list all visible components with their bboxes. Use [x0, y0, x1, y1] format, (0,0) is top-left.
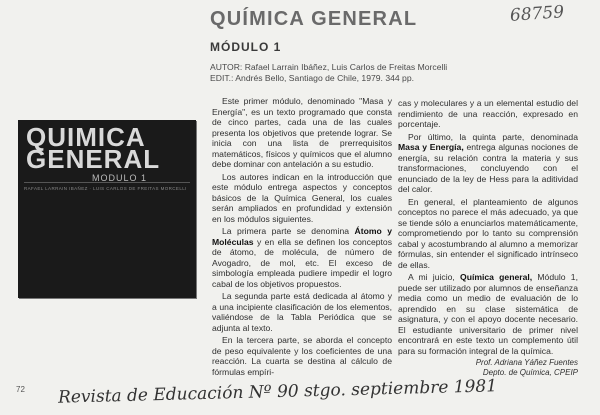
cover-module: MODULO 1	[92, 173, 148, 183]
edition-line: EDIT.: Andrés Bello, Santiago de Chile, 1979. 344 pp.	[210, 73, 414, 83]
paragraph	[212, 226, 392, 289]
handwritten-source-note: Revista de Educación Nº 90 stgo. septiembre 1981	[57, 376, 498, 408]
review-column-2	[398, 98, 578, 380]
text: La primera parte se denomina	[222, 226, 355, 236]
paragraph	[398, 272, 578, 356]
cover-authors: RAFAEL LARRAIN IBAÑEZ · LUIS CARLOS DE FREITAS MORCELLI	[24, 186, 187, 191]
paragraph: En general, el planteamiento de algunos conceptos no parece el más adecuado, ya que se tiende sólo a enunciarlos matemáticamente, comprometiendo por lo tanto su comprensión cabal y acostumbrando al alumno a memorizar fórmulas, sin entender el significado intrínseco de ellas.	[398, 196, 578, 270]
signature	[398, 358, 578, 378]
paragraph: Este primer módulo, denominado "Masa y Energía", es un texto programado que consta de cinco partes, cada una de las cuales presenta los objetivos que pretende lograr. Se inicia con una lista de prerrequisitos matemáticos, físicos y químicos que el alumno debe dominar con antelación a su estudio.	[212, 96, 392, 169]
author-line: AUTOR: Rafael Larrain Ibáñez, Luis Carlos de Freitas Morcelli	[210, 62, 448, 72]
text: Módulo 1, puede ser utilizado por alumnos de enseñanza media como un medio de evaluación de lo aprendido en su clase sistemática de asignatura, y con el apoyo docente necesario. El estudiante universitario de primer nivel encontrará en este texto un complemento útil para su formación integral de la química.	[398, 272, 578, 356]
handwritten-catalog-number: 68759	[509, 2, 565, 26]
paragraph: Los autores indican en la introducción que este módulo entrega aspectos y conceptos básicos de la Química General, los cuales serán ampliados en profundidad y extensión en los módulos siguientes.	[212, 171, 392, 224]
bibliographic-info	[210, 62, 447, 84]
page-number: 72	[16, 385, 25, 394]
paragraph: La segunda parte está dedicada al átomo y a una incipiente clasificación de los elementos, valiéndose de la Tabla Periódica que se adjunta al texto.	[212, 291, 392, 333]
signature-role: Depto. de Química, CPEIP	[482, 368, 578, 377]
text: entrega algunas nociones de energía, su relación contra la materia y sus transformaciones, concluyendo con el enunciado de la ley de Hess para la aditividad del calor.	[398, 142, 578, 194]
signature-name: Prof. Adriana Yáñez Fuentes	[475, 358, 578, 367]
review-column-1	[212, 96, 392, 379]
bold-term: Átomo y Moléculas	[212, 226, 393, 247]
bold-term: Masa y Energía,	[398, 142, 464, 152]
cover-title	[26, 122, 161, 174]
review-title: QUÍMICA GENERAL	[210, 8, 418, 30]
cover-title-line2: GENERAL	[26, 144, 161, 174]
book-cover-image	[18, 120, 196, 298]
text: Por último, la quinta parte, denominada	[408, 131, 578, 142]
paragraph: cas y moleculares y a un elemental estudio del rendimiento de una reacción, expresado en porcentaje.	[398, 98, 578, 129]
paragraph: En la tercera parte, se aborda el concepto de peso equivalente y los coeficientes de una reacción. La cuarta se destina al cálculo de fórmulas empíri-	[212, 335, 392, 377]
text: y en ella se definen los conceptos de átomo, de molécula, de número de Avogadro, de mol, etc. El exceso de simbología empleada pudiere impedir el logro cabal de los objetivos propuestos.	[212, 236, 392, 289]
cover-title-line1: QUIMICA	[26, 122, 146, 152]
text: A mi juicio,	[408, 272, 461, 282]
paragraph	[398, 132, 578, 195]
review-subtitle: MÓDULO 1	[210, 40, 282, 54]
bold-term: Química general,	[460, 272, 533, 282]
